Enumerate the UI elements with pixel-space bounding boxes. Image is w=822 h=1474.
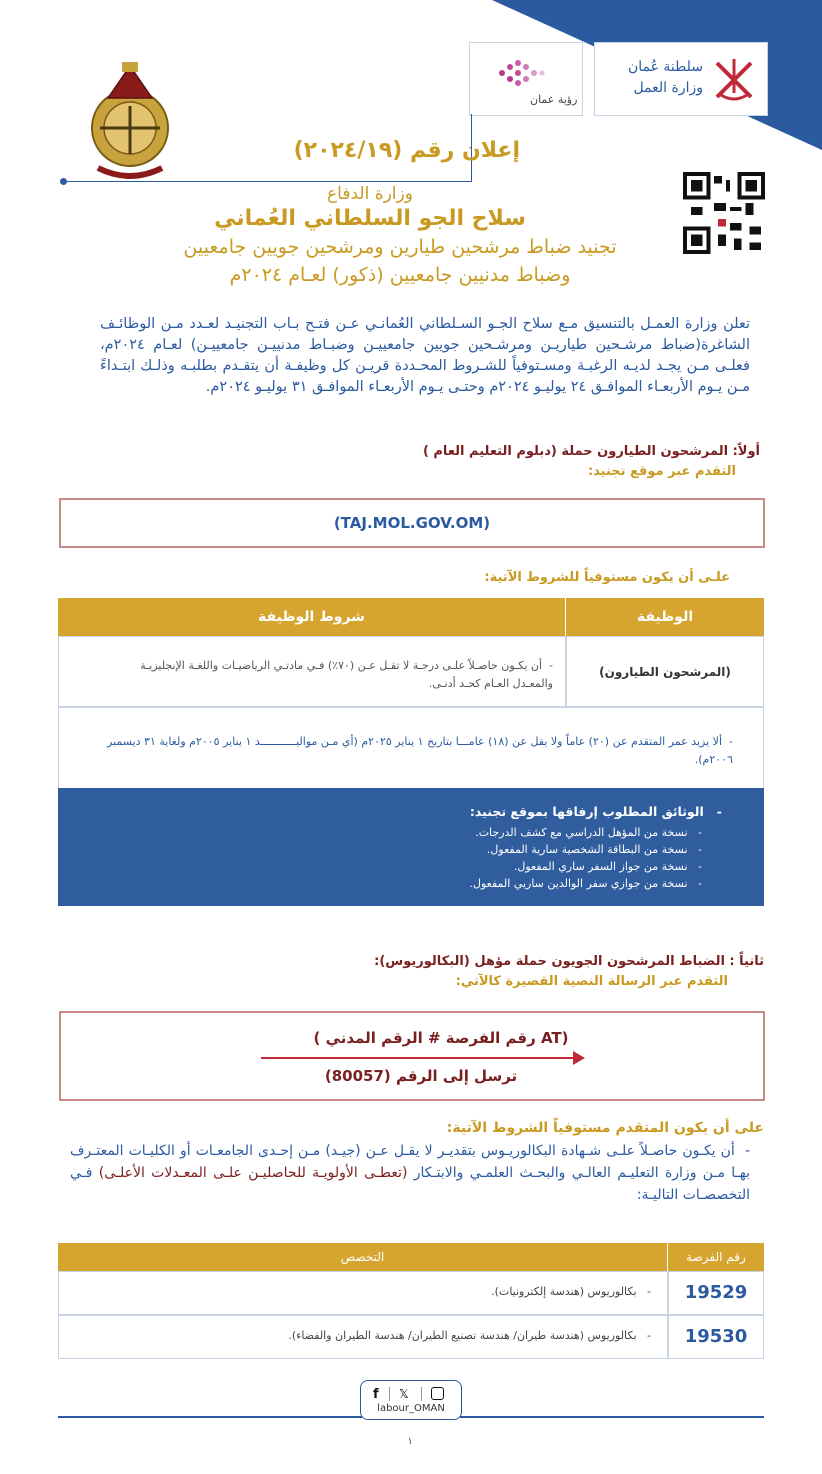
opportunity-number: 19529	[684, 1282, 748, 1303]
list-bullet: -	[722, 735, 733, 748]
condition2: ألا يزيد عمر المتقدم عن (٢٠) عاماً ولا يقل عن (١٨) عامـــا بتاريخ ١ يناير ٢٠٢٥م (أي مـن مواليـــــــــــد ١ يناير ٢٠٠٥م ولغاية ٣١ ديسمبر ٢٠٠٦م).	[107, 735, 733, 766]
intro-line-airforce: سلاح الجو السلطاني العُماني	[214, 206, 526, 231]
table-row	[668, 1315, 764, 1359]
instagram-icon[interactable]	[431, 1387, 444, 1400]
job-name: (المرشحون الطيارون)	[599, 665, 731, 679]
section2-subheading: التقدم عبر الرسالة النصية القصيرة كالآتي:	[455, 974, 728, 989]
section1-subheading: التقدم عبر موقع تجنيد:	[587, 464, 736, 479]
docs-item: - نسخة من المؤهل الدراسي مع كشف الدرجات.	[475, 826, 702, 839]
vision-dots-icon	[492, 53, 552, 93]
section2-condition	[70, 1140, 750, 1206]
sms-number: ترسل إلى الرقم (80057)	[324, 1067, 518, 1085]
table-head-job: الوظيفة	[566, 598, 764, 636]
spec-text: - بكالوريوس (هندسة طيران/ هندسة تصنيع الطيران/ هندسة الطيران والفضاء).	[288, 1329, 651, 1342]
x-twitter-icon[interactable]: 𝕏	[399, 1387, 409, 1401]
section2-table	[58, 1243, 764, 1359]
table-row	[58, 1271, 668, 1315]
qr-code[interactable]	[683, 172, 765, 254]
table-head-spec: التخصص	[58, 1243, 668, 1271]
condition1: أن يكـون حاصـلاً علـى درجـة لا تقـل عـن (٧٠٪) فـي مادتـي الرياضيـات واللغـة الإنجليزيـة والمعـدل العـام كحـد أدنـى.	[140, 659, 553, 690]
page-number: ١	[407, 1436, 413, 1447]
announcement-title: إعلان رقم (٢٠٢٤/١٩)	[293, 138, 520, 163]
intro-line-ministry: وزارة الدفاع	[327, 184, 413, 204]
vision-text: رؤية عمان	[530, 93, 578, 106]
docs-item: - نسخة من جوازي سفر الوالدين ساريي المفعول.	[469, 877, 702, 890]
ministry-labour-logo	[594, 42, 768, 116]
condition1-text	[113, 657, 553, 693]
table-row	[58, 1315, 668, 1359]
header-rule-dot	[60, 178, 67, 185]
list-bullet: -	[734, 1143, 751, 1159]
docs-box	[58, 788, 764, 906]
spec-text: - بكالوريوس (هندسة إلكترونيات).	[491, 1285, 651, 1298]
oman-vision-logo	[469, 42, 583, 116]
condition2-text	[93, 733, 733, 769]
sms-box	[59, 1011, 765, 1101]
website-box	[59, 498, 765, 548]
sms-format: ( رقم الفرصة # الرقم المدني AT)	[313, 1029, 569, 1047]
footer-rule-left	[58, 1416, 362, 1418]
docs-title: - الوثائق المطلوب إرفاقها بموقع تجنيد:	[469, 804, 722, 819]
list-bullet: -	[542, 659, 553, 672]
website-link[interactable]: (TAJ.MOL.GOV.OM)	[333, 514, 491, 532]
arrow-right-icon	[573, 1051, 585, 1065]
table-row	[668, 1271, 764, 1315]
section2-conditions-intro: على أن يكون المتقدم مستوفياً الشروط الآتية:	[446, 1120, 764, 1136]
intro-line-recruitment: تجنيد ضباط مرشحين طيارين ومرشحين جويين جامعيين	[183, 236, 617, 258]
intro-line-year: وضباط مدنيين جامعيين (ذكور) لعـام ٢٠٢٤م	[229, 264, 571, 286]
list-bullet: -	[703, 804, 722, 819]
oman-emblem-icon	[709, 53, 759, 103]
docs-item: - نسخة من جواز السفر ساري المفعول.	[513, 860, 702, 873]
header-rule	[62, 181, 472, 182]
docs-item: - نسخة من البطاقة الشخصية سارية المفعول.	[486, 843, 702, 856]
table-head-conditions: شروط الوظيفة	[58, 598, 566, 636]
air-force-emblem	[78, 58, 182, 186]
section1-conditions-intro: علـى أن يكون مستوفياً للشروط الآتية:	[484, 570, 730, 585]
table-cell-condition1	[58, 636, 566, 708]
condition-highlight: (تعطـى الأولويـة للحاصليـن علـى المعـدلات الأعلـى)	[98, 1165, 408, 1181]
footer-rule-right	[460, 1416, 764, 1418]
section1-table	[58, 598, 764, 908]
divider	[389, 1387, 390, 1401]
social-handle[interactable]: labour_OMAN	[377, 1403, 445, 1414]
divider	[421, 1387, 422, 1401]
table-cell-job	[566, 636, 764, 708]
social-box	[360, 1380, 462, 1420]
section1-heading: أولاً: المرشحون الطيارون حملة (دبلوم التعليم العام )	[422, 444, 760, 459]
ministry-labour-text: سلطنة عُمان وزارة العمل	[627, 59, 703, 96]
table-head-number: رقم الفرصة	[668, 1243, 764, 1271]
facebook-icon[interactable]: f	[373, 1387, 379, 1402]
condition-main: أن يكـون حاصـلاً علـى شـهادة البكالوريـوس بتقديـر لا يقـل عـن (جيـد) مـن إحـدى الجامعـات أو الكليـات المعتـرف بهـا مـن وزارة التعليـم العالـي والبحـث العلمـي والابتـكار	[70, 1143, 751, 1181]
docs-list	[142, 824, 702, 892]
opportunity-number: 19530	[684, 1326, 748, 1347]
section2-heading: ثانياً : الضباط المرشحون الجويون حملة مؤهل (البكالوريوس):	[374, 954, 764, 969]
table-cell-condition2	[58, 706, 764, 790]
sms-arrow-line	[261, 1057, 581, 1059]
body-paragraph: تعلن وزارة العمـل بالتنسيق مـع سلاح الجـو السـلطاني العُمانـي عـن فتـح بـاب التجنيـد لعـدد مـن الوظائـف الشاغرة(ضباط مرشـحين طياريـن ومرشـحين جويين جامعييـن وضبـاط مدنييـن جامعييـن) لعـام ٢٠٢٤م، فعلـى مـن يجـد لديـه الرغبـة ومسـتوفياً للشـروط المحـددة قريـن كل وظيفـة أن يتقـدم بطلبـه وذلـك ابتـداءً مـن يـوم الأربعـاء الموافـق ٢٤ يوليـو ٢٠٢٤م وحتـى يـوم الأربعـاء الموافـق ٣١ يوليـو ٢٠٢٤م.	[100, 316, 750, 395]
condition-end: فـي التخصصـات التاليـة:	[70, 1165, 750, 1203]
